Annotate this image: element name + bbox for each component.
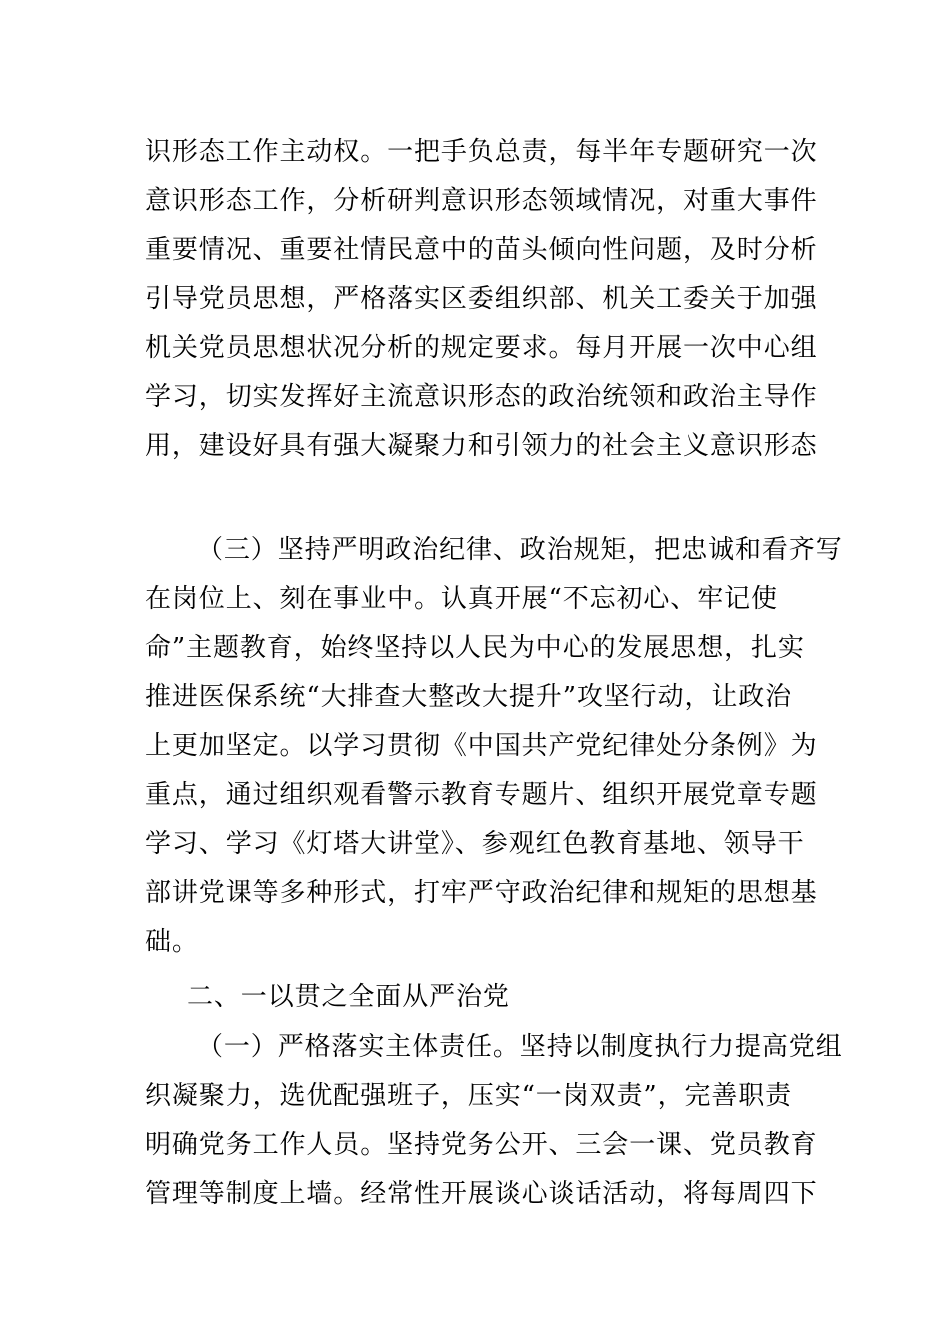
section-heading: 二、一以贯之全面从严治党 [187, 982, 510, 1012]
text-line: 部讲党课等多种形式，打牢严守政治纪律和规矩的思想基 [145, 878, 818, 908]
text-line: 织凝聚力，选优配强班子，压实“一岗双责”，完善职责 [145, 1081, 793, 1111]
section-heading-block [145, 973, 815, 1022]
text-line: 重点，通过组织观看警示教育专题片、组织开展党章专题 [145, 780, 818, 810]
paragraph-ideology-work [145, 128, 818, 471]
paragraph-main-responsibility [145, 1023, 843, 1219]
text-line: 用，建设好具有强大凝聚力和引领力的社会主义意识形态 [145, 431, 818, 461]
text-line: （三）坚持严明政治纪律、政治规矩，把忠诚和看齐写 [197, 535, 843, 565]
text-line: 学习、学习《灯塔大讲堂》、参观红色教育基地、领导干 [145, 829, 805, 859]
text-line: 重要情况、重要社情民意中的苗头倾向性问题，及时分析 [145, 235, 818, 265]
text-line: 命”主题教育，始终坚持以人民为中心的发展思想，扎实 [145, 633, 805, 663]
text-line: 学习，切实发挥好主流意识形态的政治统领和政治主导作 [145, 382, 818, 412]
text-line: （一）严格落实主体责任。坚持以制度执行力提高党组 [197, 1032, 843, 1062]
text-line: 明确党务工作人员。坚持党务公开、三会一课、党员教育 [145, 1130, 818, 1160]
paragraph-political-discipline [145, 526, 843, 967]
text-line: 管理等制度上墙。经常性开展谈心谈话活动，将每周四下 [145, 1179, 818, 1209]
text-line: 意识形态工作，分析研判意识形态领域情况，对重大事件 [145, 186, 818, 216]
text-line: 础。 [145, 927, 199, 957]
text-line: 推进医保系统“大排查大整改大提升”攻坚行动，让政治 [145, 682, 793, 712]
text-line: 引导党员思想，严格落实区委组织部、机关工委关于加强 [145, 284, 818, 314]
text-line: 在岗位上、刻在事业中。认真开展“不忘初心、牢记使 [145, 584, 778, 614]
text-line: 机关党员思想状况分析的规定要求。每月开展一次中心组 [145, 333, 818, 363]
text-line: 识形态工作主动权。一把手负总责，每半年专题研究一次 [145, 137, 818, 167]
text-line: 上更加坚定。以学习贯彻《中国共产党纪律处分条例》为 [145, 731, 818, 761]
